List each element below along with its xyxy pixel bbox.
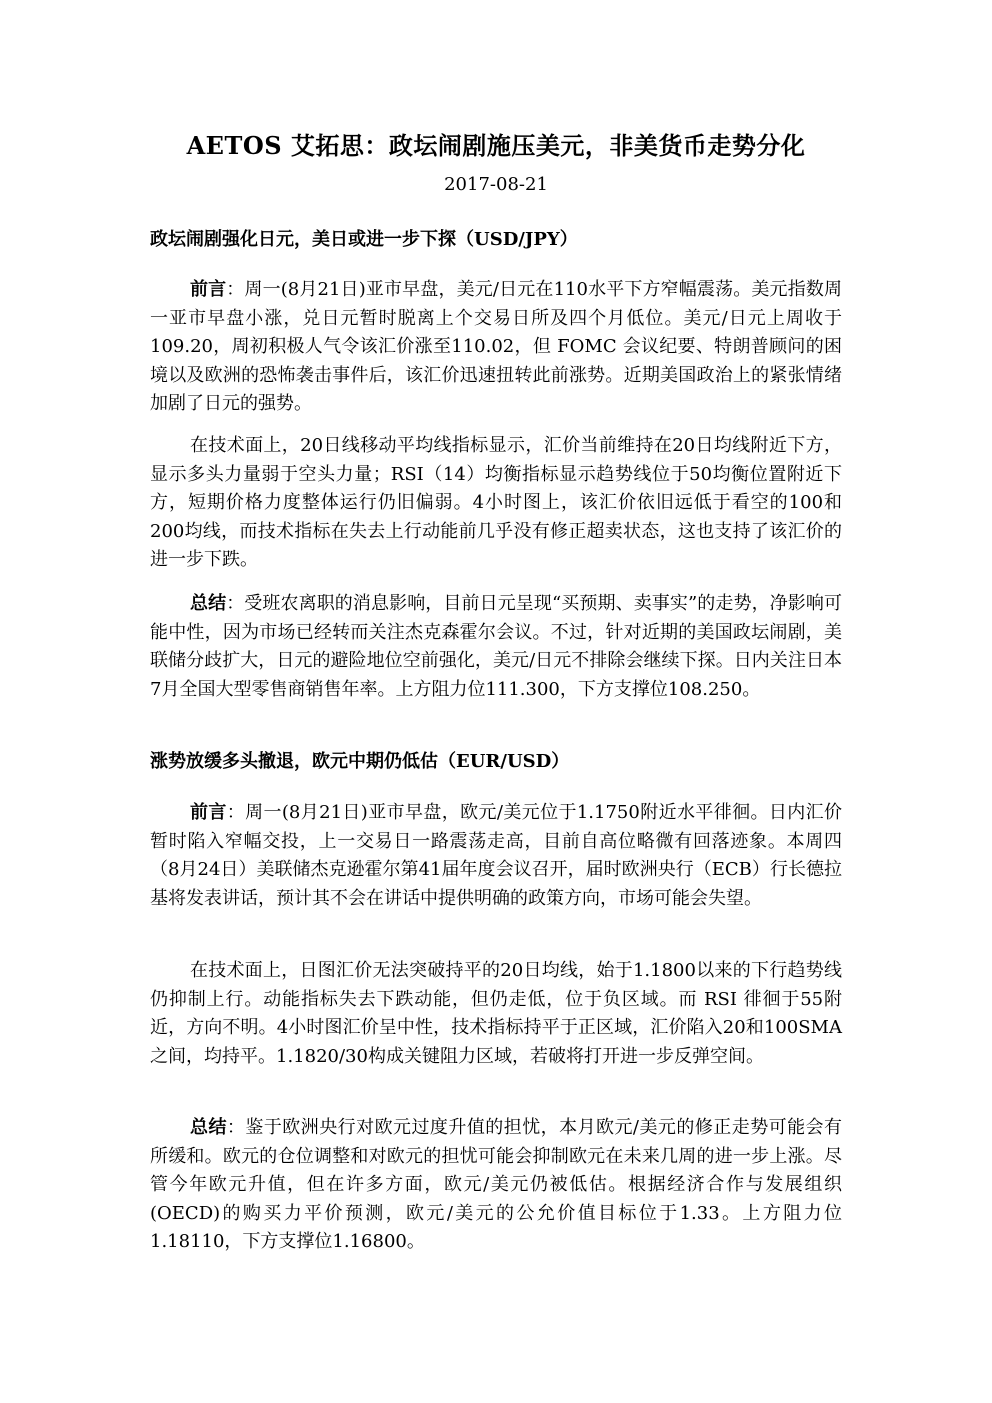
- section-technical-eurusd: 在技术面上，日图汇价无法突破持平的20日均线，始于1.1800以来的下行趋势线仍抑制上行。动能指标失去下跌动能，但仍走低，位于负区域。而 RSI 徘徊于55附近，方向不明。4小时图汇价呈中性，技术指标持平于正区域，汇价陷入20和100SMA 之间，均持平。1.1820/30构成关键阻力区域，若破将打开进一步反弹空间。: [150, 960, 842, 1067]
- section-summary-usdjpy: [150, 590, 842, 704]
- section-heading-usdjpy: 政坛闹剧强化日元，美日或进一步下探（USD/JPY）: [150, 229, 578, 250]
- section-intro-eurusd: [150, 799, 842, 913]
- intro-text: ：周一(8月21日)亚市早盘，美元/日元在110水平下方窄幅震荡。美元指数周一亚市早盘小涨，兑日元暂时脱离上个交易日所及四个月低位。美元/日元上周收于109.20，周初积极人气令该汇价涨至110.02，但 FOMC 会议纪要、特朗普顾问的困境以及欧洲的恐怖袭击事件后，该汇价迅速扭转此前涨势。近期美国政治上的紧张情绪加剧了日元的强势。: [150, 279, 842, 414]
- summary-text: ：鉴于欧洲央行对欧元过度升值的担忧，本月欧元/美元的修正走势可能会有所缓和。欧元的仓位调整和对欧元的担忧可能会抑制欧元在未来几周的进一步上涨。尽管今年欧元升值，但在许多方面，欧元/美元仍被低估。根据经济合作与发展组织(OECD)的购买力平价预测，欧元/美元的公允价值目标位于1.33。上方阻力位1.18110，下方支撑位1.16800。: [150, 1117, 843, 1252]
- intro-label: 前言: [190, 802, 227, 823]
- section-heading-eurusd: 涨势放缓多头撤退，欧元中期仍低估（EUR/USD）: [150, 751, 570, 772]
- document-title: AETOS 艾拓思：政坛闹剧施压美元，非美货币走势分化: [186, 131, 806, 160]
- summary-text: ：受班农离职的消息影响，目前日元呈现“买预期、卖事实”的走势，净影响可能中性，因为市场已经转而关注杰克森霍尔会议。不过，针对近期的美国政坛闹剧，美联储分歧扩大，日元的避险地位空前强化，美元/日元不排除会继续下探。日内关注日本7月全国大型零售商销售年率。上方阻力位111.300，下方支撑位108.250。: [150, 593, 842, 700]
- section-intro-usdjpy: [150, 276, 842, 419]
- document-date: 2017-08-21: [444, 174, 548, 195]
- section-summary-eurusd: [150, 1114, 842, 1257]
- intro-text: ：周一(8月21日)亚市早盘，欧元/美元位于1.1750附近水平徘徊。日内汇价暂时陷入窄幅交投，上一交易日一路震荡走高，目前自高位略微有回落迹象。本周四（8月24日）美联储杰克逊霍尔第41届年度会议召开，届时欧洲央行（ECB）行长德拉基将发表讲话，预计其不会在讲话中提供明确的政策方向，市场可能会失望。: [150, 802, 842, 909]
- intro-label: 前言: [190, 279, 227, 300]
- summary-label: 总结: [190, 593, 227, 614]
- summary-label: 总结: [190, 1117, 227, 1138]
- section-technical-usdjpy: 在技术面上，20日线移动平均线指标显示，汇价当前维持在20日均线附近下方，显示多头力量弱于空头力量；RSI（14）均衡指标显示趋势线位于50均衡位置附近下方，短期价格力度整体运行仍旧偏弱。4小时图上，该汇价依旧远低于看空的100和200均线，而技术指标在失去上行动能前几乎没有修正超卖状态，这也支持了该汇价的进一步下跌。: [150, 435, 842, 570]
